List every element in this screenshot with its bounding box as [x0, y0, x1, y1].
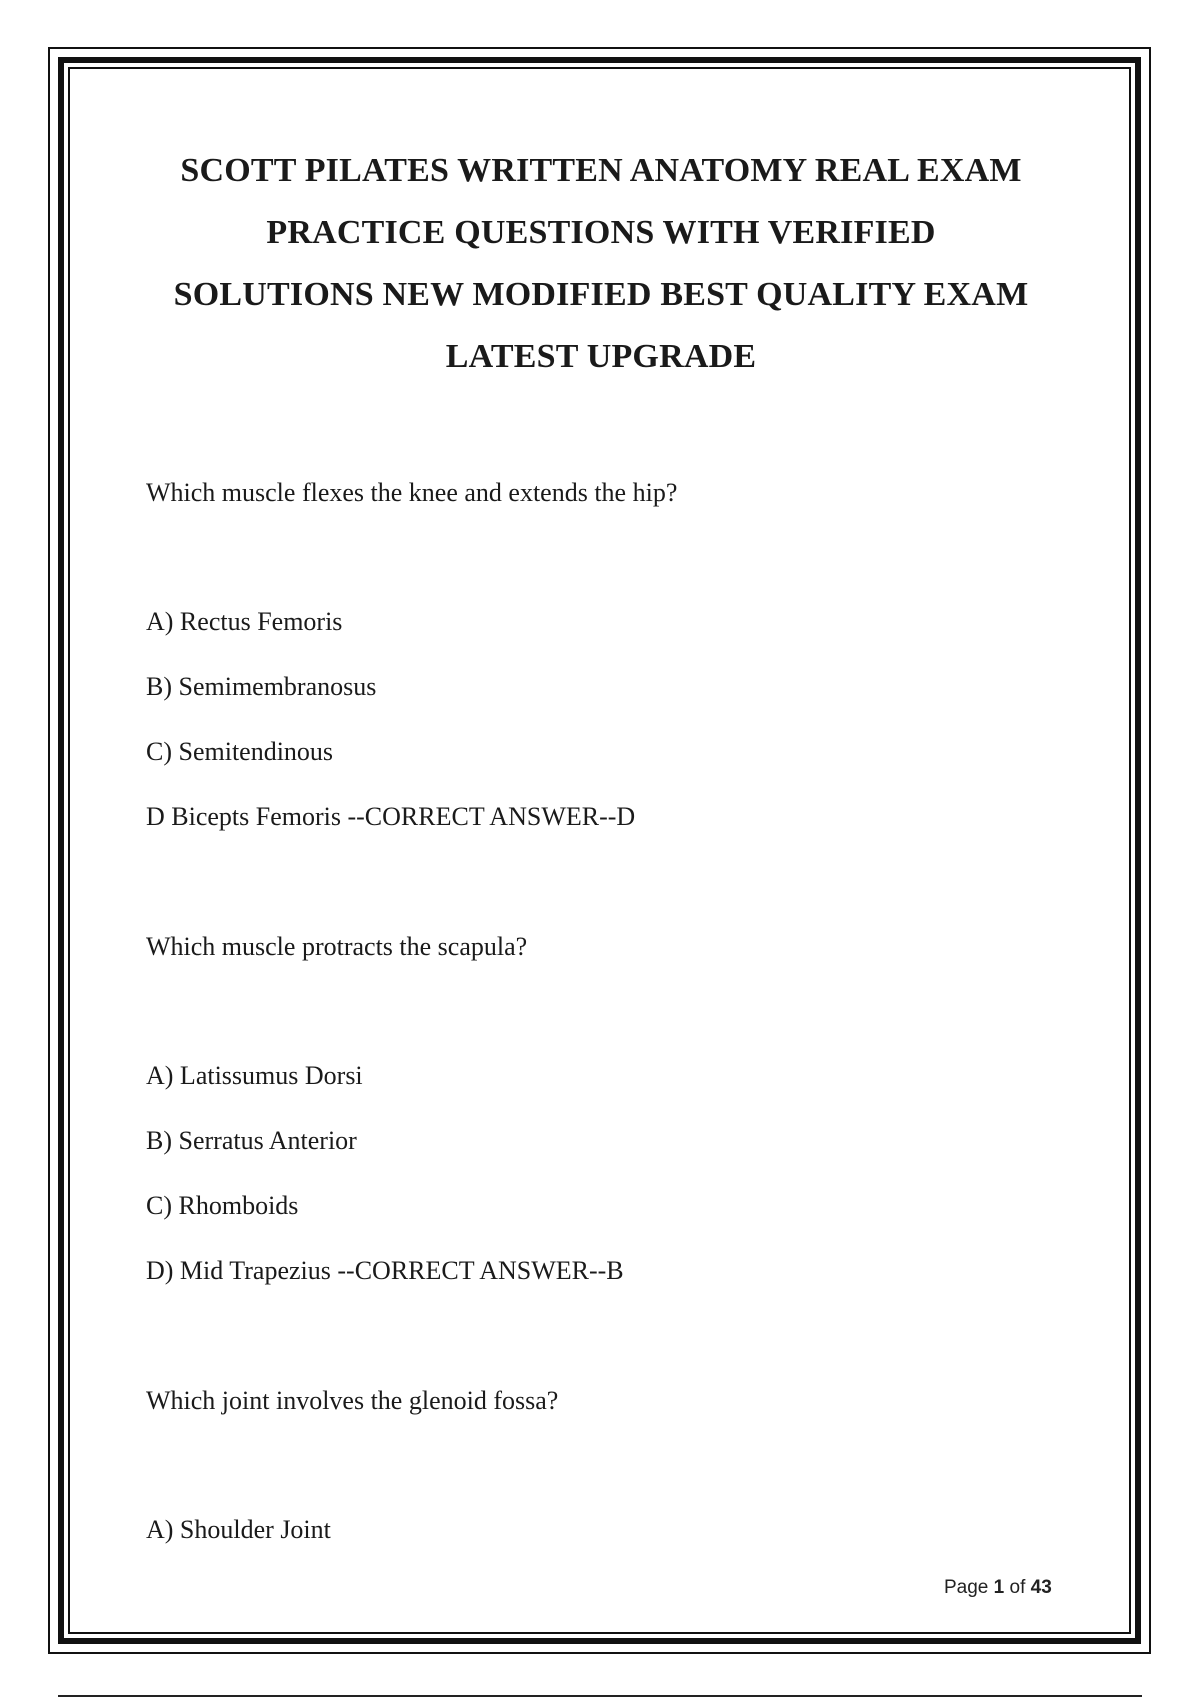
current-page: 1 — [993, 1577, 1005, 1598]
total-pages: 43 — [1030, 1577, 1052, 1598]
question-3-text: Which joint involves the glenoid fossa? — [146, 1386, 559, 1415]
question-3-option-a: A) Shoulder Joint — [146, 1515, 331, 1544]
title-line-3: SOLUTIONS NEW MODIFIED BEST QUALITY EXAM — [173, 276, 1029, 313]
question-2-option-c: C) Rhomboids — [146, 1191, 299, 1220]
question-1-option-b: B) Semimembranosus — [146, 672, 377, 701]
page-prefix: Page — [944, 1577, 989, 1598]
question-1-option-d-answer: D Bicepts Femoris --CORRECT ANSWER--D — [146, 802, 636, 831]
bottom-divider — [58, 1695, 1142, 1697]
question-1-option-a: A) Rectus Femoris — [146, 607, 343, 636]
title-line-4: LATEST UPGRADE — [445, 338, 757, 375]
question-2-option-a: A) Latissumus Dorsi — [146, 1061, 363, 1090]
question-2-option-b: B) Serratus Anterior — [146, 1126, 357, 1155]
document-title-block — [146, 140, 1056, 388]
title-line-1: SCOTT PILATES WRITTEN ANATOMY REAL EXAM — [180, 152, 1022, 189]
page-number — [944, 1577, 1052, 1599]
document-title — [146, 140, 1056, 388]
question-2-text: Which muscle protracts the scapula? — [146, 932, 528, 961]
page-of-label: of — [1009, 1577, 1026, 1598]
question-1-option-c: C) Semitendinous — [146, 737, 334, 766]
question-1-text: Which muscle flexes the knee and extends the hip? — [146, 478, 678, 507]
title-line-2: PRACTICE QUESTIONS WITH VERIFIED — [266, 214, 936, 251]
question-2-option-d-answer: D) Mid Trapezius --CORRECT ANSWER--B — [146, 1256, 624, 1285]
